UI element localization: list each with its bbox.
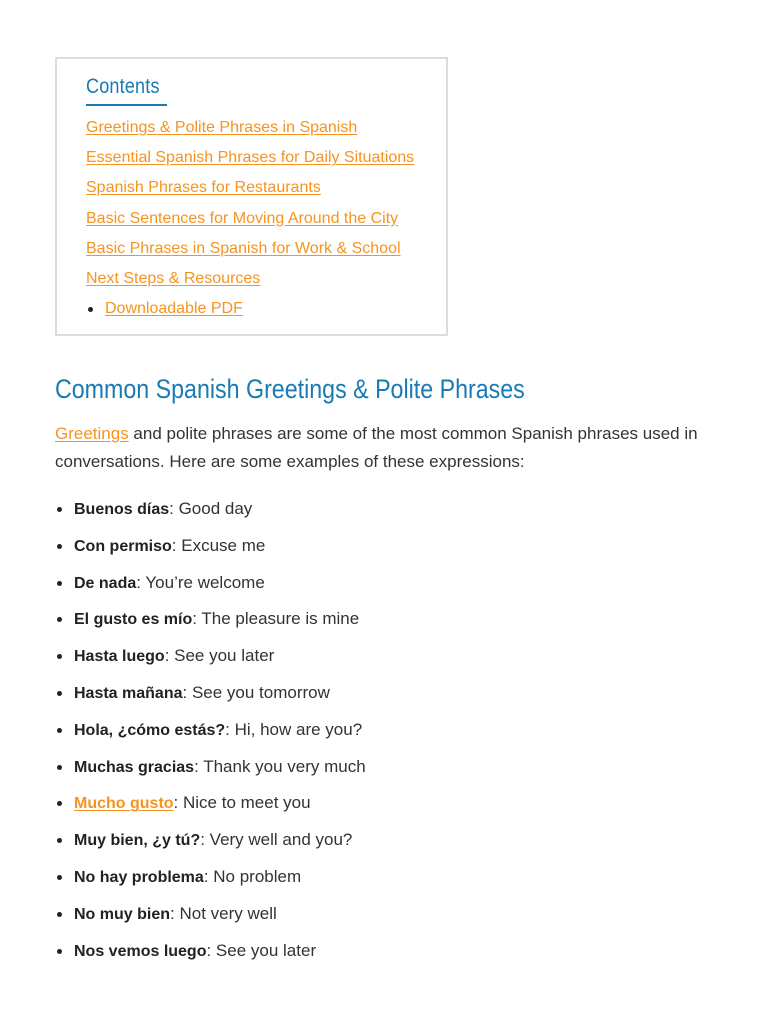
bullet-icon	[57, 801, 62, 806]
phrase-term: Nos vemos luego	[74, 942, 207, 960]
phrase-term: No muy bien	[74, 905, 171, 923]
toc-link-work-school[interactable]: Basic Phrases in Spanish for Work & School	[86, 239, 401, 257]
phrase-term: Con permiso	[74, 537, 172, 555]
phrase-item	[55, 790, 366, 827]
section-intro	[55, 420, 720, 476]
toc-link-city[interactable]: Basic Sentences for Moving Around the City	[86, 209, 399, 227]
phrase-meaning: : Not very well	[170, 903, 277, 923]
phrase-item	[55, 570, 366, 607]
toc-link-restaurants[interactable]: Spanish Phrases for Restaurants	[86, 179, 321, 197]
phrase-term: Muy bien, ¿y tú?	[74, 832, 201, 850]
bullet-icon	[57, 912, 62, 917]
toc-item	[86, 176, 414, 206]
phrase-item	[55, 680, 366, 717]
toc-title: Contents	[86, 75, 160, 98]
phrase-term: No hay problema	[74, 868, 204, 886]
bullet-icon	[57, 691, 62, 696]
bullet-icon	[57, 875, 62, 880]
table-of-contents	[55, 57, 448, 336]
phrase-item	[55, 754, 366, 791]
phrase-meaning: : Hi, how are you?	[225, 719, 363, 739]
toc-list	[86, 116, 414, 297]
bullet-icon	[57, 949, 62, 954]
phrase-meaning: : The pleasure is mine	[192, 609, 360, 629]
phrase-term: Buenos días	[74, 501, 170, 518]
phrase-meaning: : See you later	[164, 646, 275, 666]
phrase-meaning: : See you tomorrow	[182, 682, 330, 702]
phrase-meaning: : No problem	[203, 866, 302, 886]
phrase-term: Hasta luego	[74, 648, 165, 666]
toc-link-daily-situations[interactable]: Essential Spanish Phrases for Daily Situations	[86, 149, 415, 167]
phrase-item	[55, 606, 366, 643]
toc-subitem	[86, 297, 243, 321]
toc-item	[86, 207, 414, 237]
toc-title-underline	[86, 104, 167, 106]
phrase-meaning: : Very well and you?	[200, 830, 353, 850]
phrase-item	[55, 938, 366, 975]
bullet-icon	[57, 838, 62, 843]
phrase-item	[55, 827, 366, 864]
phrase-term: Hasta mañana	[74, 684, 183, 702]
greetings-link[interactable]: Greetings	[55, 424, 129, 443]
bullet-icon	[57, 507, 62, 512]
bullet-icon	[57, 581, 62, 586]
phrase-item	[55, 533, 366, 570]
intro-text: and polite phrases are some of the most common Spanish phrases used in conversations. Here are some examples of these expressions:	[55, 424, 698, 471]
phrase-meaning: : You’re welcome	[136, 572, 265, 592]
bullet-icon	[57, 765, 62, 770]
phrase-term: Muchas gracias	[74, 758, 195, 776]
phrase-item	[55, 496, 366, 533]
phrase-term: De nada	[74, 574, 137, 592]
toc-item	[86, 146, 414, 176]
phrase-meaning: : Nice to meet you	[173, 793, 311, 813]
phrase-term: El gusto es mío	[74, 611, 193, 629]
toc-sublist	[86, 297, 243, 321]
bullet-icon	[57, 654, 62, 659]
mucho-gusto-link[interactable]: Mucho gusto	[74, 795, 174, 813]
section-heading: Common Spanish Greetings & Polite Phrases	[55, 374, 525, 404]
toc-link-next-steps[interactable]: Next Steps & Resources	[86, 269, 261, 287]
toc-link-downloadable-pdf[interactable]: Downloadable PDF	[105, 300, 243, 317]
toc-link-greetings[interactable]: Greetings & Polite Phrases in Spanish	[86, 119, 358, 136]
phrase-item	[55, 717, 366, 754]
phrase-item	[55, 901, 366, 938]
phrase-list	[55, 496, 366, 974]
bullet-icon	[57, 617, 62, 622]
phrase-meaning: : Good day	[169, 499, 253, 518]
toc-item	[86, 267, 414, 297]
phrase-item	[55, 864, 366, 901]
bullet-icon	[57, 728, 62, 733]
phrase-meaning: : See you later	[206, 940, 317, 960]
bullet-icon	[57, 544, 62, 549]
bullet-icon	[88, 307, 93, 312]
toc-item	[86, 237, 414, 267]
phrase-meaning: : Thank you very much	[194, 756, 366, 776]
phrase-meaning: : Excuse me	[171, 535, 266, 555]
toc-item	[86, 116, 414, 146]
phrase-term: Hola, ¿cómo estás?	[74, 721, 226, 739]
phrase-item	[55, 643, 366, 680]
